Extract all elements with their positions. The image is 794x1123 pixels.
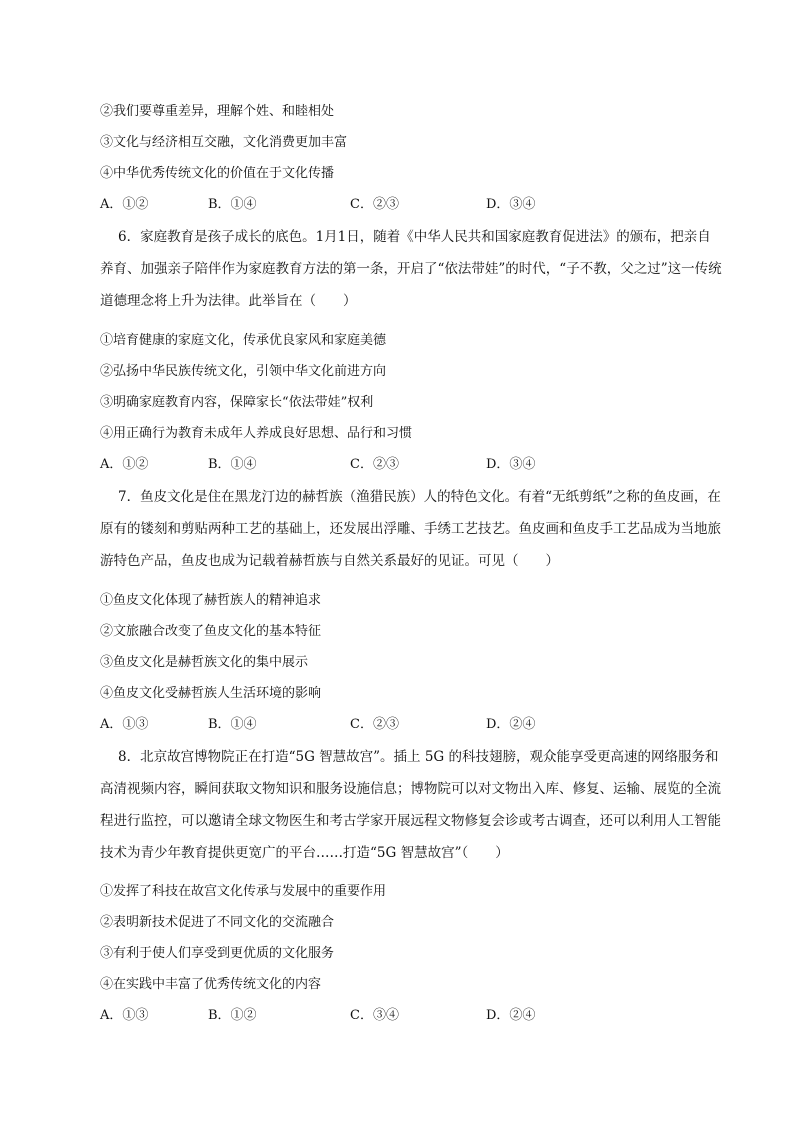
q5-option-3: ③文化与经济相互交融，文化消费更加丰富 — [100, 135, 348, 150]
q6-option-1: ①培育健康的家庭文化，传承优良家风和家庭美德 — [100, 333, 387, 348]
q6-option-3: ③明确家庭教育内容，保障家长“依法带娃”权利 — [100, 395, 374, 410]
q8-choices — [100, 1008, 740, 1024]
q8-option-2: ②表明新技术促进了不同文化的交流融合 — [100, 915, 335, 930]
q7-choice-d[interactable]: D．②④ — [486, 717, 536, 732]
q8-option-3: ③有利于使人们享受到更优质的文化服务 — [100, 946, 335, 961]
q8-choice-b[interactable]: B．①② — [208, 1008, 257, 1023]
q7-choice-b[interactable]: B．①④ — [208, 717, 257, 732]
q7-option-4: ④鱼皮文化受赫哲族人生活环境的影响 — [100, 686, 322, 701]
q8-option-1: ①发挥了科技在故宫文化传承与发展中的重要作用 — [100, 884, 387, 899]
q8-choice-a[interactable]: A．①③ — [100, 1008, 149, 1023]
q6-option-2: ②弘扬中华民族传统文化，引领中华文化前进方向 — [100, 364, 387, 379]
q7-option-2: ②文旅融合改变了鱼皮文化的基本特征 — [100, 624, 322, 639]
q7-option-1: ①鱼皮文化体现了赫哲族人的精神追求 — [100, 593, 322, 608]
q6-stem-line-3: 道德理念将上升为法律。此举旨在（ ） — [100, 293, 357, 309]
q7-stem-line-1: 7．鱼皮文化是住在黑龙汀边的赫哲族（渔猎民族）人的特色文化。有着“无纸剪纸”之称的鱼皮画，在 — [118, 489, 721, 505]
q6-choice-c[interactable]: C．②③ — [350, 457, 399, 472]
q7-choice-a[interactable]: A．①③ — [100, 717, 149, 732]
q6-choices — [100, 457, 740, 473]
q5-choice-c[interactable]: C．②③ — [350, 197, 399, 212]
q7-choice-c[interactable]: C．②③ — [350, 717, 399, 732]
q5-choice-d[interactable]: D．③④ — [486, 197, 536, 212]
q5-choices — [100, 197, 740, 213]
q5-choice-b[interactable]: B．①④ — [208, 197, 257, 212]
q8-stem-line-1: 8．北京故宫博物院正在打造“5G 智慧故宫”。插上 5G 的科技翅膀，观众能享受更高速的网络服务和 — [118, 749, 719, 765]
q7-stem-line-2: 原有的镂刻和剪贴两种工艺的基础上，还发展出浮雕、手绣工艺技艺。鱼皮画和鱼皮手工艺品成为当地旅 — [100, 521, 721, 537]
q5-option-4: ④中华优秀传统文化的价值在于文化传播 — [100, 166, 335, 181]
q5-option-2: ②我们要尊重差异，理解个姓、和睦相处 — [100, 104, 335, 119]
q6-stem-line-2: 养育、加强亲子陪伴作为家庭教育方法的第一条，开启了“依法带娃”的时代，“子不教，父之过”这一传统 — [100, 261, 722, 277]
q8-stem-line-2: 高清视频内容，瞬间获取文物知识和服务设施信息；博物院可以对文物出入库、修复、运输、展览的全流 — [100, 781, 721, 797]
q8-option-4: ④在实践中丰富了优秀传统文化的内容 — [100, 977, 322, 992]
q7-choices — [100, 717, 740, 733]
q5-choice-a[interactable]: A．①② — [100, 197, 149, 212]
q8-stem-line-3: 程进行监控，可以邀请全球文物医生和考古学家开展远程文物修复会诊或考古调查，还可以利用人工智能 — [100, 813, 721, 829]
q8-choice-c[interactable]: C．③④ — [350, 1008, 399, 1023]
q8-choice-d[interactable]: D．②④ — [486, 1008, 536, 1023]
q7-option-3: ③鱼皮文化是赫哲族文化的集中展示 — [100, 655, 309, 670]
q6-choice-a[interactable]: A．①② — [100, 457, 149, 472]
q6-choice-d[interactable]: D．③④ — [486, 457, 536, 472]
q6-stem-line-1: 6．家庭教育是孩子成长的底色。1月1日，随着《中华人民共和国家庭教育促进法》的颁布，把亲自 — [118, 229, 711, 245]
q7-stem-line-3: 游特色产品，鱼皮也成为记载着赫哲族与自然关系最好的见证。可见（ ） — [100, 553, 559, 569]
q8-stem-line-4: 技术为青少年教育提供更宽广的平台……打造“5G 智慧故宫”（ ） — [100, 845, 509, 861]
q6-choice-b[interactable]: B．①④ — [208, 457, 257, 472]
q6-option-4: ④用正确行为教育未成年人养成良好思想、品行和习惯 — [100, 426, 413, 441]
